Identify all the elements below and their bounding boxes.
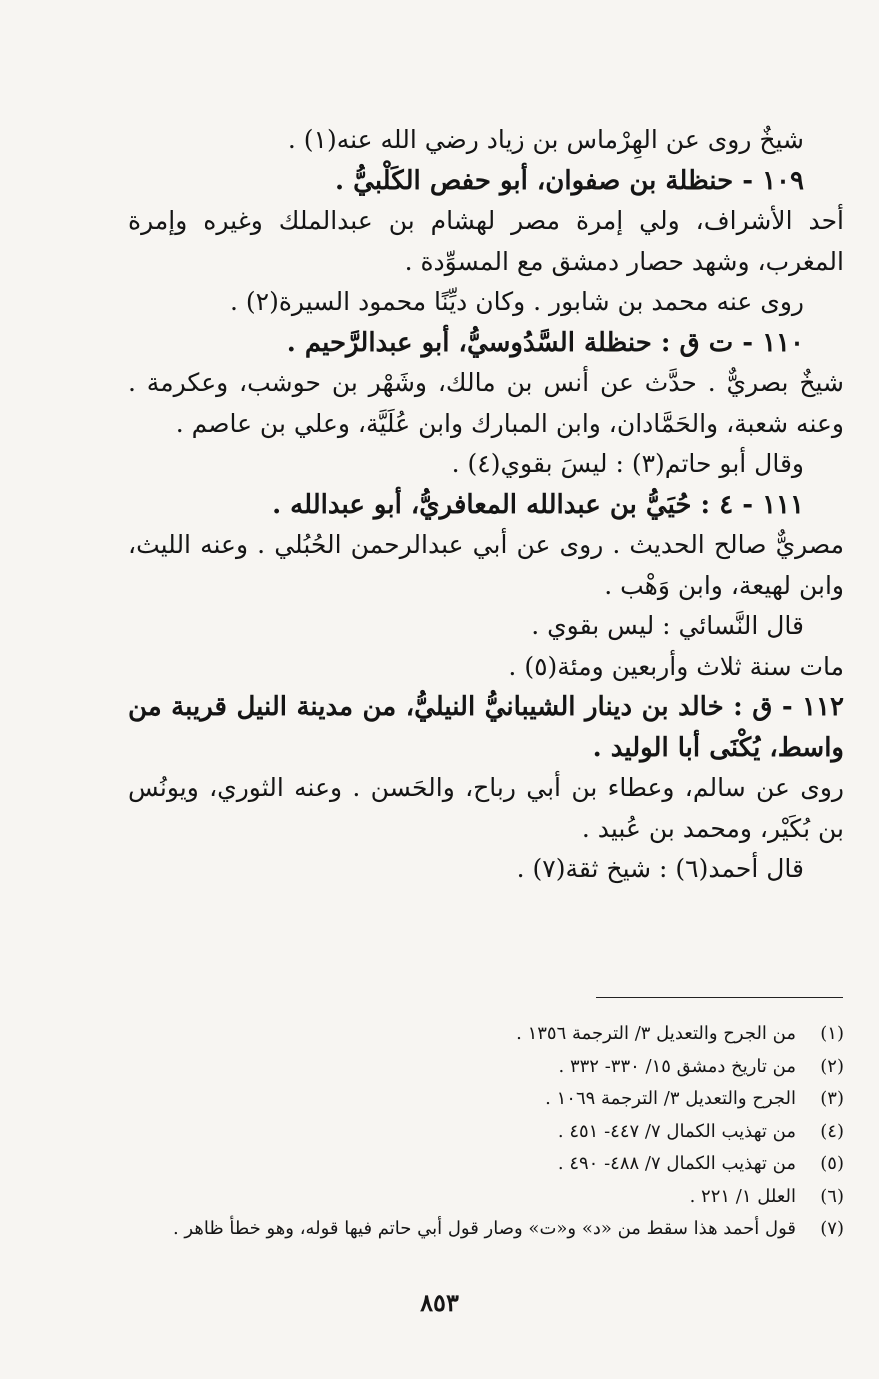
footnote-number: (١) — [820, 1023, 844, 1044]
footnote — [128, 1116, 844, 1149]
paragraph: شيخٌ روى عن الهِرْماس بن زياد رضي الله عنه(١) . — [287, 125, 804, 154]
main-text — [128, 120, 844, 890]
footnote — [128, 1083, 844, 1116]
footnote-text: من الجرح والتعديل ٣/ الترجمة ١٣٥٦ . — [516, 1023, 796, 1044]
entry-heading: ١١٢ - ق : خالد بن دينار الشيبانيُّ النيليُّ، من مدينة النيل قريبة من واسط، يُكْنَى أبا الوليد . — [128, 692, 844, 763]
entry-heading: ١٠٩ - حنظلة بن صفوان، أبو حفص الكَلْبيُّ . — [335, 165, 804, 196]
paragraph: روى عنه محمد بن شابور . وكان ديِّنًا محمود السيرة(٢) . — [229, 287, 804, 316]
footnote-text: العلل ١/ ٢٢١ . — [689, 1185, 796, 1207]
paragraph: مات سنة ثلاث وأربعين ومئة(٥) . — [508, 651, 844, 681]
footnote-number: (٣) — [820, 1088, 844, 1109]
entry-heading: ١١٠ - ت ق : حنظلة السَّدُوسيُّ، أبو عبدالرَّحيم . — [286, 327, 804, 358]
paragraph: مصريٌّ صالح الحديث . روى عن أبي عبدالرحمن الحُبُلي . وعنه الليث، وابن لهيعة، وابن وَهْب . — [128, 530, 844, 600]
footnote-number: (٥) — [820, 1153, 844, 1174]
footnote-text: من تهذيب الكمال ٧/ ٤٨٨- ٤٩٠ . — [557, 1153, 796, 1174]
entry-heading: ١١١ - ٤ : حُيَيُّ بن عبدالله المعافريُّ، أبو عبدالله . — [272, 489, 804, 520]
footnote — [128, 1148, 844, 1181]
footnotes — [128, 1018, 844, 1246]
paragraph: وقال أبو حاتم(٣) : ليسَ بقوي(٤) . — [451, 449, 804, 478]
footnote-number: (٢) — [820, 1055, 844, 1077]
footnote — [128, 1213, 844, 1246]
paragraph: شيخٌ بصريٌّ . حدَّث عن أنس بن مالك، وشَهْر بن حوشب، وعكرمة . وعنه شعبة، والحَمَّادان، وابن المبارك وابن عُلَيَّة، وعلي بن عاصم . — [128, 368, 844, 438]
footnote-text: قول أحمد هذا سقط من «د» و«ت» وصار قول أبي حاتم فيها قوله، وهو خطأ ظاهر . — [172, 1218, 796, 1239]
footnote-text: من تهذيب الكمال ٧/ ٤٤٧- ٤٥١ . — [557, 1120, 796, 1142]
footnote — [128, 1181, 844, 1214]
footnote-separator — [596, 997, 843, 998]
footnote-number: (٦) — [820, 1185, 844, 1207]
page-number: ٨٥٣ — [420, 1288, 459, 1317]
footnote — [128, 1018, 844, 1051]
footnote — [128, 1051, 844, 1084]
footnote-number: (٧) — [820, 1218, 844, 1239]
footnote-text: من تاريخ دمشق ١٥/ ٣٣٠- ٣٣٢ . — [558, 1055, 796, 1077]
paragraph: أحد الأشراف، ولي إمرة مصر لهشام بن عبدالملك وغيره وإمرة المغرب، وشهد حصار دمشق مع المسوِّدة . — [128, 206, 844, 276]
paragraph: روى عن سالم، وعطاء بن أبي رباح، والحَسن . وعنه الثوري، ويونُس بن بُكَيْر، ومحمد بن عُبيد . — [128, 773, 844, 843]
paragraph: قال النَّسائي : ليس بقوي . — [531, 611, 804, 640]
footnote-text: الجرح والتعديل ٣/ الترجمة ١٠٦٩ . — [545, 1088, 796, 1109]
footnote-number: (٤) — [820, 1120, 844, 1142]
paragraph: قال أحمد(٦) : شيخ ثقة(٧) . — [516, 854, 804, 883]
